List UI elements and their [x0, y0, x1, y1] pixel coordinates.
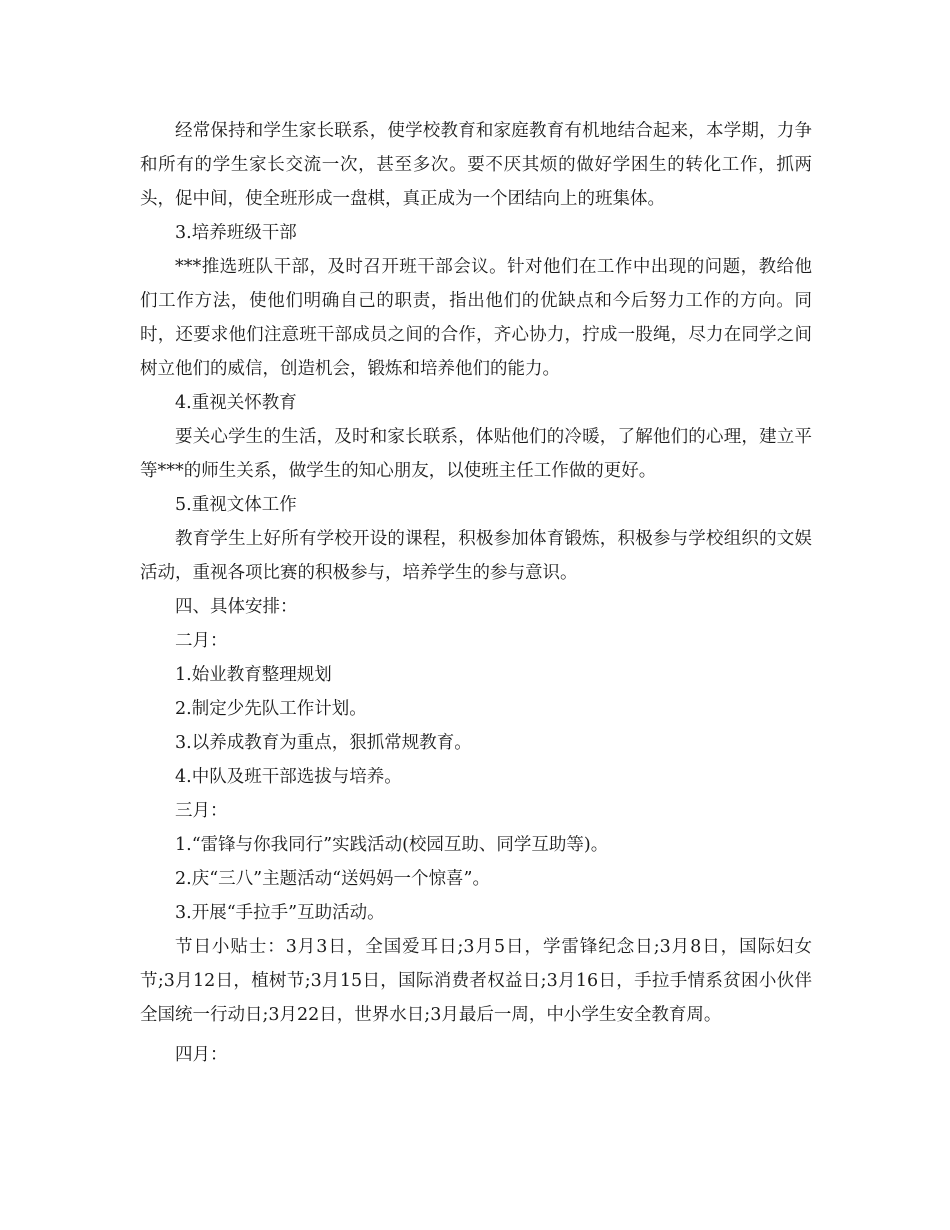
heading-sports-culture: 5.重视文体工作	[175, 495, 297, 515]
paragraph-sports-culture: 教育学生上好所有学校开设的课程，积极参加体育锻炼，积极参与学校组织的文娱活动，重视各项比赛的积极参与，培养学生的参与意识。	[140, 529, 812, 583]
heading-specific-arrangements: 四、具体安排：	[175, 597, 298, 617]
list-item: 1.始业教育整理规划	[175, 665, 332, 685]
heading-train-class-cadres: 3.培养班级干部	[175, 223, 297, 243]
paragraph-care-education: 要关心学生的生活，及时和家长联系，体贴他们的冷暖，了解他们的心理，建立平等***的师生关系，做学生的知心朋友，以使班主任工作做的更好。	[140, 427, 812, 481]
list-item: 4.中队及班干部选拔与培养。	[175, 767, 402, 787]
list-item: 2.制定少先队工作计划。	[175, 699, 367, 719]
month-march: 三月：	[175, 801, 228, 821]
paragraph-class-cadres: ***推选班队干部，及时召开班干部会议。针对他们在工作中出现的问题，教给他们工作方法，使他们明确自己的职责，指出他们的优缺点和今后努力工作的方向。同时，还要求他们注意班干部成员之间的合作，齐心协力，拧成一股绳，尽力在同学之间树立他们的威信，创造机会，锻炼和培养他们的能力。	[140, 257, 812, 379]
list-item: 3.开展“手拉手”互助活动。	[175, 903, 385, 923]
list-item: 2.庆“三八”主题活动“送妈妈一个惊喜”。	[175, 869, 490, 889]
month-april: 四月：	[175, 1045, 228, 1065]
list-item: 1.“雷锋与你我同行”实践活动(校园互助、同学互助等)。	[175, 835, 609, 855]
document-body	[140, 114, 812, 1072]
heading-care-education: 4.重视关怀教育	[175, 393, 297, 413]
list-item: 3.以养成教育为重点，狠抓常规教育。	[175, 733, 472, 753]
paragraph-parent-contact: 经常保持和学生家长联系，使学校教育和家庭教育有机地结合起来，本学期，力争和所有的学生家长交流一次，甚至多次。要不厌其烦的做好学困生的转化工作，抓两头，促中间，使全班形成一盘棋，真正成为一个团结向上的班集体。	[140, 121, 812, 209]
month-february: 二月：	[175, 631, 228, 651]
paragraph-holiday-tips: 节日小贴士：3月3日，全国爱耳日;3月5日，学雷锋纪念日;3月8日，国际妇女节;3月12日，植树节;3月15日，国际消费者权益日;3月16日，手拉手情系贫困小伙伴全国统一行动日;3月22日，世界水日;3月最后一周，中小学生安全教育周。	[140, 937, 812, 1025]
